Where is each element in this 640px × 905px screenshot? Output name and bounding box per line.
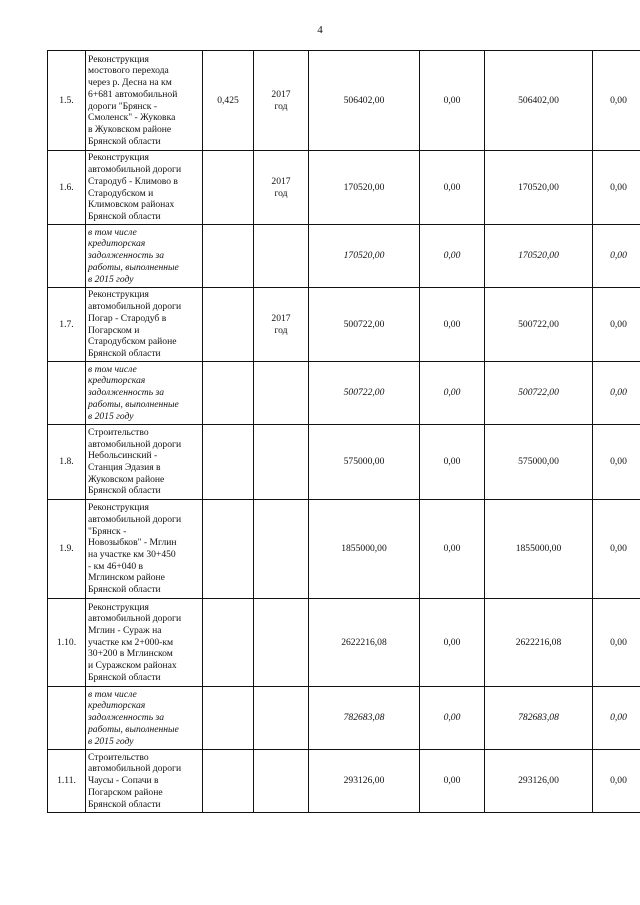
object-name-cell — [86, 500, 203, 599]
object-name-cell — [86, 288, 203, 362]
table-row — [48, 425, 640, 500]
commission-year-cell — [254, 750, 309, 813]
amount-federal-cell — [420, 362, 485, 425]
object-name: Реконструкция мостового перехода через р. Десна на км 6+681 автомобильной дороги "Брянск - Смоленск" - Жуковка в Жуковском районе Брянской области — [88, 53, 178, 147]
amount-federal: 0,00 — [443, 318, 461, 330]
amount-federal: 0,00 — [443, 636, 461, 648]
amount-federal: 0,00 — [443, 94, 461, 106]
commission-year-cell — [254, 599, 309, 687]
amount-regional: 170520,00 — [518, 181, 559, 193]
table-body — [48, 51, 640, 813]
object-name-cell — [86, 362, 203, 425]
amount-other: 0,00 — [610, 318, 627, 330]
object-name-cell — [86, 425, 203, 500]
table-row — [48, 750, 640, 813]
amount-total: 293126,00 — [343, 775, 385, 787]
amount-regional-cell — [485, 599, 593, 687]
amount-other-cell — [593, 425, 640, 500]
page-number: 4 — [317, 24, 323, 36]
commission-year-cell — [254, 51, 309, 151]
commission-year-cell — [254, 425, 309, 500]
table-row — [48, 151, 640, 225]
row-number-cell — [48, 425, 86, 500]
amount-other: 0,00 — [610, 456, 627, 468]
amount-regional: 2622216,08 — [515, 636, 562, 648]
amount-total-cell — [309, 225, 420, 288]
table-row — [48, 288, 640, 362]
amount-total: 2622216,08 — [341, 636, 387, 648]
row-number: 1.8. — [59, 456, 74, 468]
commission-year: 2017 год — [271, 312, 291, 336]
row-number: 1.7. — [59, 318, 74, 330]
length-km-cell — [203, 425, 254, 500]
row-number-cell — [48, 225, 86, 288]
commission-year-cell — [254, 362, 309, 425]
amount-total-cell — [309, 425, 420, 500]
amount-other-cell — [593, 750, 640, 813]
amount-other: 0,00 — [610, 387, 627, 399]
amount-federal-cell — [420, 750, 485, 813]
amount-total: 500722,00 — [343, 387, 385, 399]
length-km-cell — [203, 687, 254, 750]
commission-year-cell — [254, 288, 309, 362]
amount-total-cell — [309, 687, 420, 750]
amount-federal: 0,00 — [443, 387, 461, 399]
table-row — [48, 500, 640, 599]
row-number: 1.6. — [59, 181, 74, 193]
amount-total: 500722,00 — [343, 318, 385, 330]
table-row — [48, 51, 640, 151]
row-number: 1.10. — [56, 636, 77, 648]
length-km-cell — [203, 288, 254, 362]
length-km: 0,425 — [217, 94, 239, 106]
amount-other: 0,00 — [610, 94, 627, 106]
commission-year-cell — [254, 500, 309, 599]
length-km-cell — [203, 151, 254, 225]
amount-regional-cell — [485, 51, 593, 151]
amount-regional: 500722,00 — [518, 387, 559, 399]
commission-year-cell — [254, 687, 309, 750]
amount-regional-cell — [485, 750, 593, 813]
amount-other-cell — [593, 151, 640, 225]
amount-regional: 170520,00 — [518, 250, 559, 262]
amount-total: 170520,00 — [343, 181, 385, 193]
table-row — [48, 599, 640, 687]
amount-total-cell — [309, 362, 420, 425]
commission-year: 2017 год — [271, 88, 291, 112]
row-number: 1.9. — [59, 543, 74, 555]
amount-federal: 0,00 — [443, 181, 461, 193]
amount-federal: 0,00 — [443, 456, 461, 468]
object-name-cell — [86, 750, 203, 813]
row-number-cell — [48, 500, 86, 599]
amount-federal-cell — [420, 500, 485, 599]
commission-year: 2017 год — [271, 175, 291, 199]
row-number-cell — [48, 750, 86, 813]
row-number: 1.11. — [57, 775, 76, 787]
object-name: в том числе кредиторская задолженность за работы, выполненные в 2015 году — [88, 688, 179, 747]
object-name-cell — [86, 151, 203, 225]
amount-total: 506402,00 — [343, 94, 385, 106]
row-number-cell — [48, 51, 86, 151]
table-row — [48, 225, 640, 288]
object-name: Строительство автомобильной дороги Чаусы - Сопачи в Погарском районе Брянской области — [88, 751, 182, 810]
row-number-cell — [48, 288, 86, 362]
object-name-cell — [86, 225, 203, 288]
amount-other-cell — [593, 599, 640, 687]
amount-regional-cell — [485, 687, 593, 750]
row-number-cell — [48, 362, 86, 425]
object-name: в том числе кредиторская задолженность за работы, выполненные в 2015 году — [88, 363, 179, 422]
commission-year-cell — [254, 225, 309, 288]
amount-other-cell — [593, 362, 640, 425]
amount-federal-cell — [420, 51, 485, 151]
amount-total: 1855000,00 — [341, 543, 387, 555]
amount-other-cell — [593, 51, 640, 151]
amount-regional-cell — [485, 288, 593, 362]
amount-regional: 575000,00 — [518, 456, 559, 468]
length-km-cell — [203, 750, 254, 813]
object-name: Реконструкция автомобильной дороги "Брянск - Новозыбков" - Мглин на участке км 30+450 - км 46+040 в Мглинском районе Брянской области — [88, 502, 182, 596]
amount-regional-cell — [485, 151, 593, 225]
length-km-cell — [203, 225, 254, 288]
row-number-cell — [48, 151, 86, 225]
amount-federal-cell — [420, 288, 485, 362]
amount-other-cell — [593, 500, 640, 599]
amount-other: 0,00 — [610, 181, 627, 193]
length-km-cell — [203, 362, 254, 425]
amount-regional-cell — [485, 362, 593, 425]
amount-regional: 782683,08 — [518, 712, 559, 724]
object-name: Реконструкция автомобильной дороги Погар - Стародуб в Погарском и Стародубском районе Брянской области — [88, 289, 182, 359]
amount-regional: 1855000,00 — [515, 543, 562, 555]
amount-other: 0,00 — [610, 775, 627, 787]
amount-regional-cell — [485, 425, 593, 500]
amount-total: 170520,00 — [343, 250, 385, 262]
length-km-cell — [203, 599, 254, 687]
table-row — [48, 362, 640, 425]
amount-total-cell — [309, 500, 420, 599]
amount-other: 0,00 — [610, 712, 627, 724]
amount-federal-cell — [420, 151, 485, 225]
row-number: 1.5. — [59, 94, 74, 106]
amount-federal: 0,00 — [443, 712, 461, 724]
amount-other-cell — [593, 687, 640, 750]
budget-table — [47, 50, 640, 813]
object-name: в том числе кредиторская задолженность за работы, выполненные в 2015 году — [88, 226, 179, 285]
amount-total-cell — [309, 288, 420, 362]
amount-federal-cell — [420, 687, 485, 750]
length-km-cell — [203, 500, 254, 599]
table-row — [48, 687, 640, 750]
amount-total-cell — [309, 750, 420, 813]
amount-other-cell — [593, 225, 640, 288]
amount-total-cell — [309, 51, 420, 151]
amount-total-cell — [309, 599, 420, 687]
amount-other: 0,00 — [610, 250, 627, 262]
object-name-cell — [86, 687, 203, 750]
amount-total-cell — [309, 151, 420, 225]
amount-regional: 506402,00 — [518, 94, 559, 106]
amount-regional-cell — [485, 500, 593, 599]
amount-regional-cell — [485, 225, 593, 288]
amount-regional: 293126,00 — [518, 775, 559, 787]
row-number-cell — [48, 599, 86, 687]
amount-federal-cell — [420, 599, 485, 687]
commission-year-cell — [254, 151, 309, 225]
object-name-cell — [86, 51, 203, 151]
object-name-cell — [86, 599, 203, 687]
amount-regional: 500722,00 — [518, 318, 559, 330]
amount-federal: 0,00 — [443, 543, 461, 555]
amount-total: 575000,00 — [343, 456, 385, 468]
amount-federal: 0,00 — [443, 250, 461, 262]
amount-total: 782683,08 — [343, 712, 385, 724]
amount-federal: 0,00 — [443, 775, 461, 787]
amount-other-cell — [593, 288, 640, 362]
amount-other: 0,00 — [610, 543, 627, 555]
amount-other: 0,00 — [610, 636, 627, 648]
object-name: Реконструкция автомобильной дороги Стародуб - Климово в Стародубском и Климовском районах Брянской области — [88, 152, 182, 222]
object-name: Реконструкция автомобильной дороги Мглин - Сураж на участке км 2+000-км 30+200 в Мглинском и Суражском районах Брянской области — [88, 601, 182, 683]
amount-federal-cell — [420, 425, 485, 500]
amount-federal-cell — [420, 225, 485, 288]
length-km-cell — [203, 51, 254, 151]
row-number-cell — [48, 687, 86, 750]
object-name: Строительство автомобильной дороги Небольсинский - Станция Эдазия в Жуковском районе Брянской области — [88, 426, 182, 497]
